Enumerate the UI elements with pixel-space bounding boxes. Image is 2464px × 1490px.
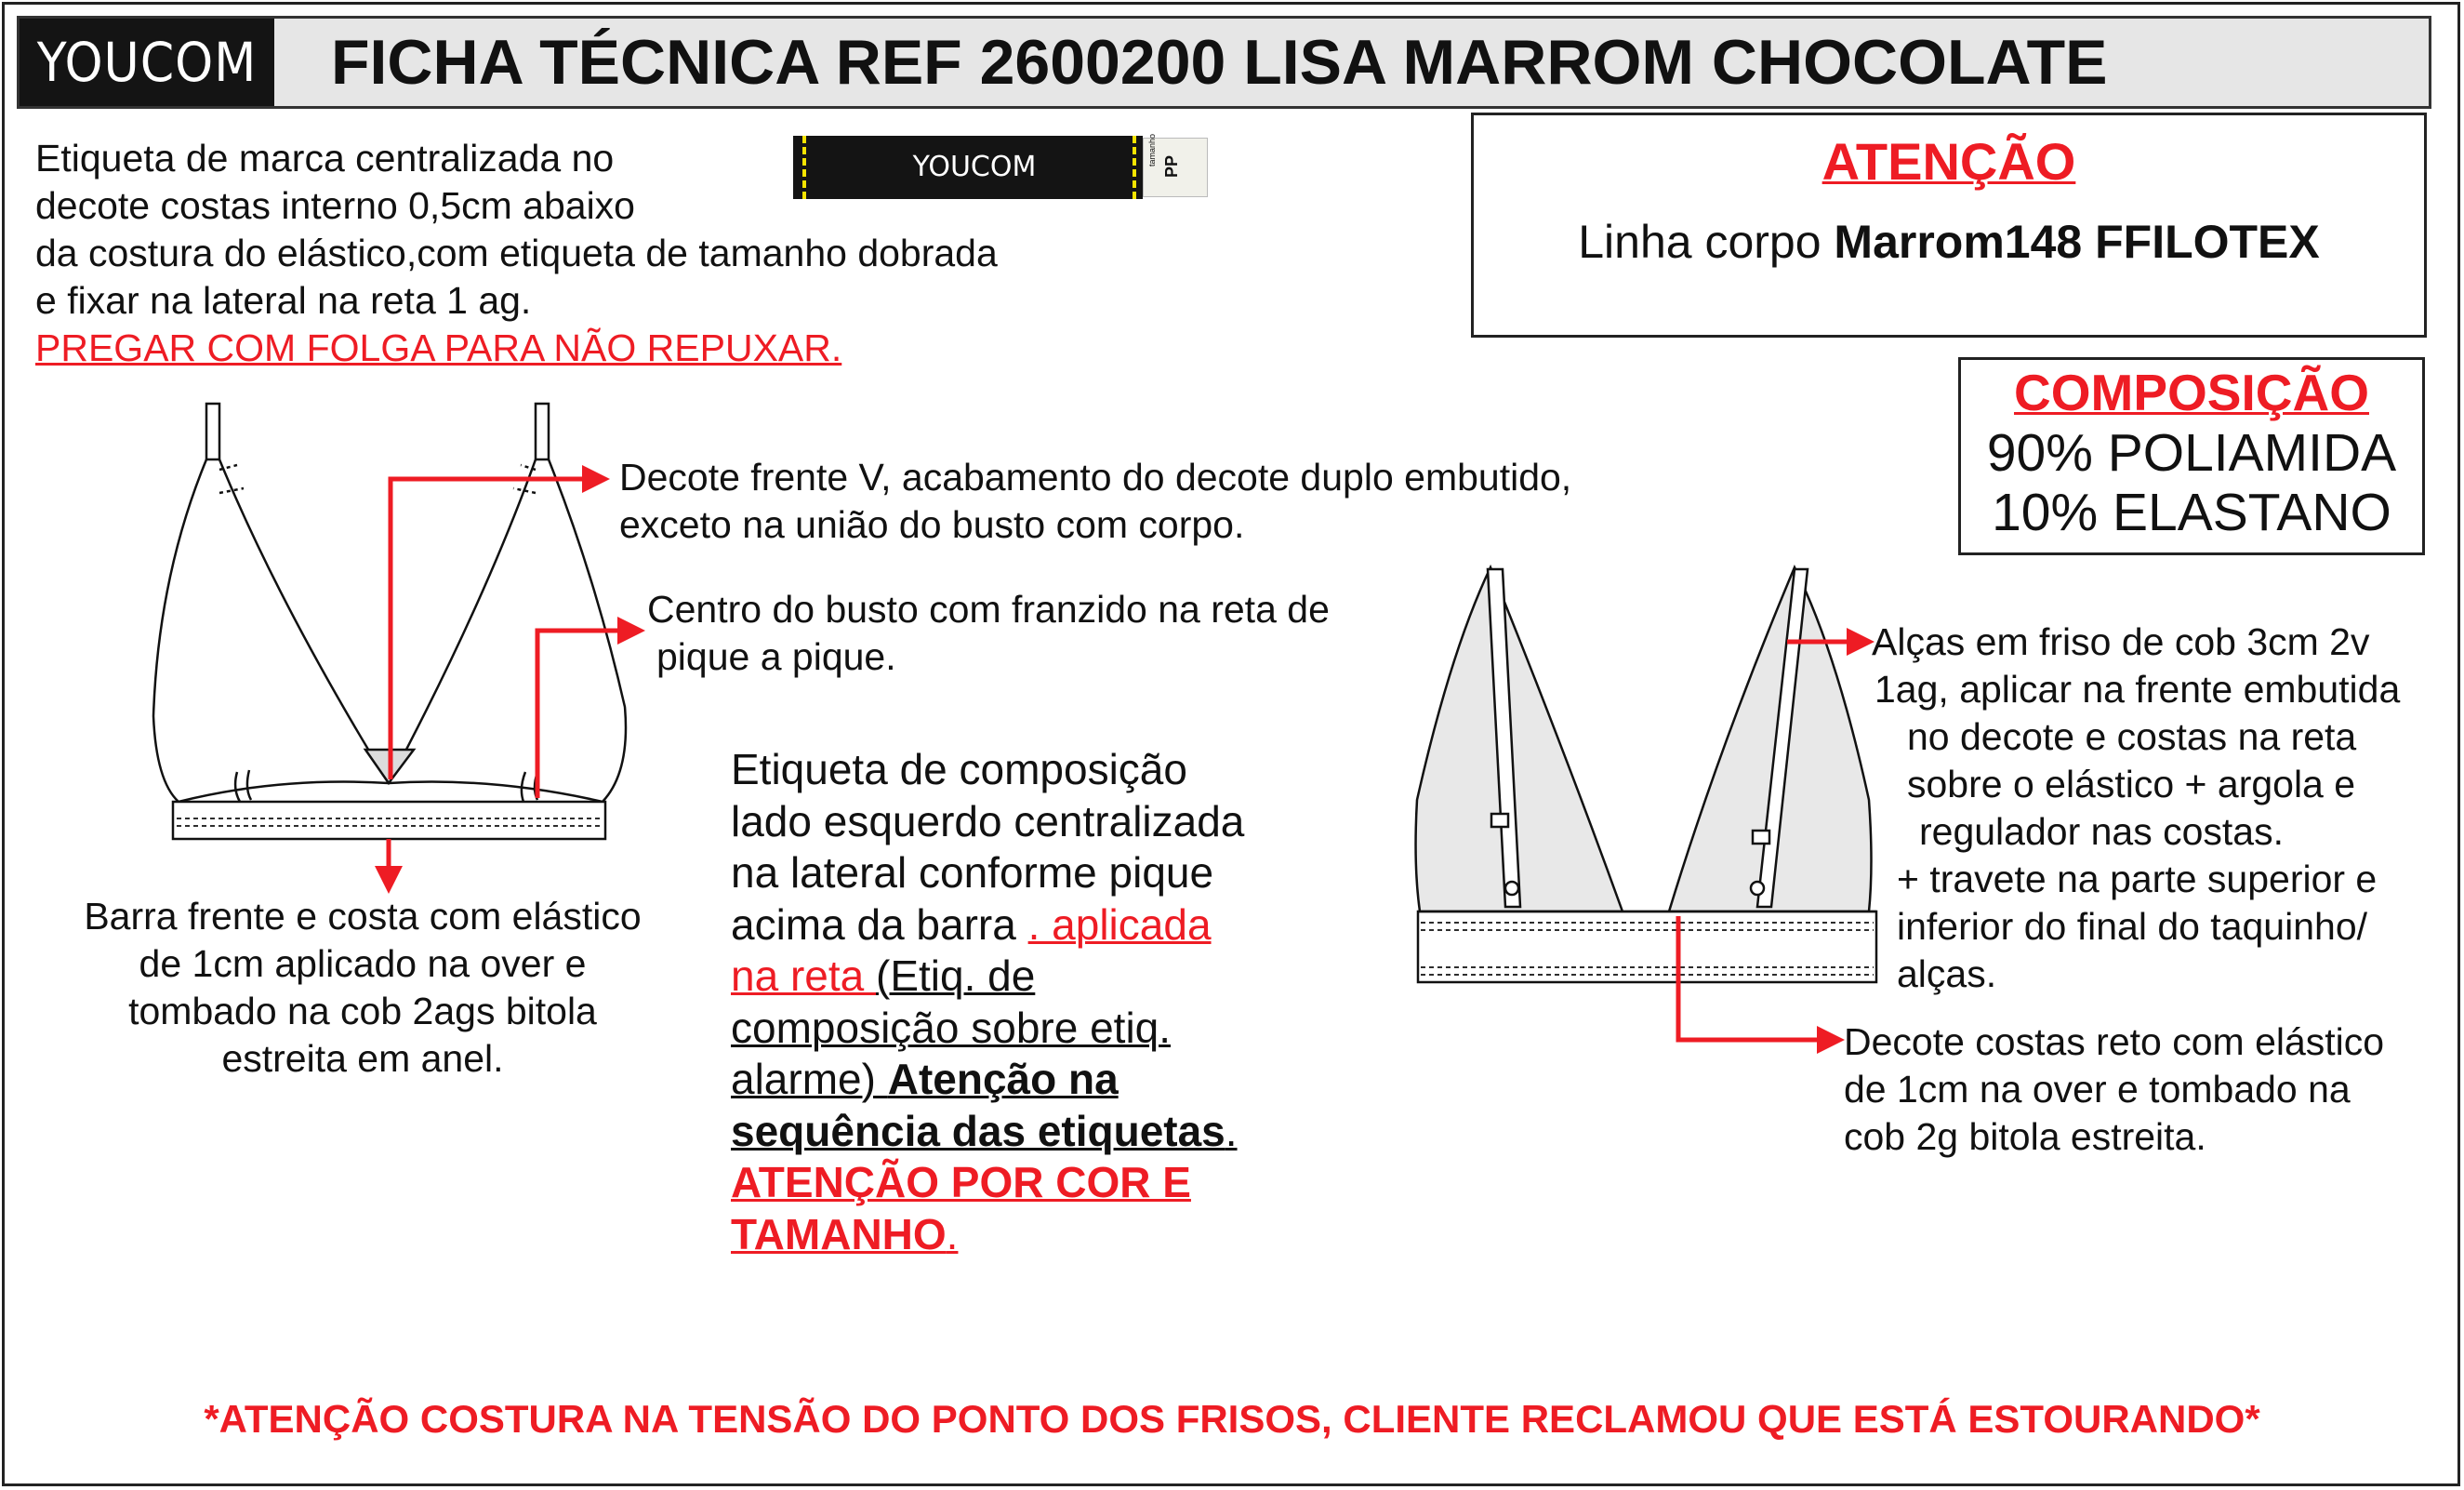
attention-title: ATENÇÃO xyxy=(1822,132,2076,191)
back-neckline-note-line-3: cob 2g bitola estreita. xyxy=(1844,1115,2206,1158)
hem-note-line-3: tombado na cob 2ags bitola xyxy=(128,990,597,1032)
front-left-neck-edge xyxy=(219,459,389,783)
label-note-line-1: Etiqueta de marca centralizada no xyxy=(35,137,615,180)
brand-logo: YOUCOM xyxy=(20,19,274,106)
front-left-outline xyxy=(153,459,206,802)
straps-note-line-2: 1ag, aplicar na frente embutida xyxy=(1874,668,2401,711)
composition-line-2: 10% ELASTANO xyxy=(1992,483,2391,542)
label-note-line-2: decote costas interno 0,5cm abaixo xyxy=(35,184,635,227)
straps-note-line-8: alças. xyxy=(1897,952,1997,995)
page-title: FICHA TÉCNICA REF 2600200 LISA MARROM CHOCOLATE xyxy=(331,27,2108,98)
back-neckline-note-line-2: de 1cm na over e tombado na xyxy=(1844,1068,2351,1111)
comp-note-line-2: lado esquerdo centralizada xyxy=(731,796,1245,845)
back-left-cup xyxy=(1416,567,1623,911)
straps-note-line-6: + travete na parte superior e xyxy=(1897,858,2378,900)
straps-note-line-7: inferior do final do taquinho/ xyxy=(1897,905,2368,948)
straps-note-line-3: no decote e costas na reta xyxy=(1907,715,2357,758)
bust-note-line-1: Centro do busto com franzido na reta de xyxy=(647,588,1330,631)
attention-line-prefix: Linha corpo xyxy=(1578,216,1835,268)
bust-note-line-2: pique a pique. xyxy=(656,635,896,678)
comp-note-line-9: ATENÇÃO POR COR E xyxy=(731,1158,1191,1206)
comp-note-line-10: TAMANHO. xyxy=(731,1209,959,1258)
label-note-line-3: da costura do elástico,com etiqueta de tamanho dobrada xyxy=(35,232,998,274)
straps-note-line-4: sobre o elástico + argola e xyxy=(1907,763,2356,805)
composition-label-note xyxy=(731,744,1244,1260)
label-note-line-4: e fixar na lateral na reta 1 ag. xyxy=(35,279,532,322)
straps-note-line-1: Alças em friso de cob 3cm 2v xyxy=(1872,620,2370,663)
hem-note-line-2: de 1cm aplicado na over e xyxy=(139,942,587,985)
back-bra-sketch xyxy=(1416,567,1876,982)
label-brand-text: YOUCOM xyxy=(912,151,1037,183)
hem-note-line-1: Barra frente e costa com elástico xyxy=(84,895,642,938)
comp-note-line-8: sequência das etiquetas. xyxy=(731,1106,1238,1155)
comp-note-line-5: na reta (Etiq. de xyxy=(731,951,1036,1000)
back-neckline-note-line-1: Decote costas reto com elástico xyxy=(1844,1020,2385,1063)
label-size-caption: tamanho xyxy=(1147,133,1157,166)
hem-note-line-4: estreita em anel. xyxy=(221,1037,504,1080)
front-left-strap-top xyxy=(206,404,219,459)
comp-note-line-4: acima da barra . aplicada xyxy=(731,899,1212,949)
footer-warning: *ATENÇÃO COSTURA NA TENSÃO DO PONTO DOS FRISOS, CLIENTE RECLAMOU QUE ESTÁ ESTOURANDO* xyxy=(204,1397,2260,1441)
straps-note-line-5: regulador nas costas. xyxy=(1919,810,2285,853)
neckline-note-line-1: Decote frente V, acabamento do decote duplo embutido, xyxy=(619,456,1572,499)
label-note-warning: PREGAR COM FOLGA PARA NÃO REPUXAR. xyxy=(35,326,842,369)
attention-line-value: Marrom148 FFILOTEX xyxy=(1834,216,2320,268)
composition-title: COMPOSIÇÃO xyxy=(2014,364,2369,421)
neckline-note-line-2: exceto na união do busto com corpo. xyxy=(619,503,1245,546)
comp-note-line-3: na lateral conforme pique xyxy=(731,848,1214,897)
comp-note-line-1: Etiqueta de composição xyxy=(731,745,1187,793)
front-right-neck-edge xyxy=(389,459,536,783)
comp-note-line-7: alarme) Atenção na xyxy=(731,1055,1119,1103)
label-size-value: PP xyxy=(1162,154,1181,178)
composition-line-1: 90% POLIAMIDA xyxy=(1986,423,2397,483)
comp-note-line-6: composição sobre etiq. xyxy=(731,1003,1172,1052)
front-right-strap-top xyxy=(536,404,549,459)
